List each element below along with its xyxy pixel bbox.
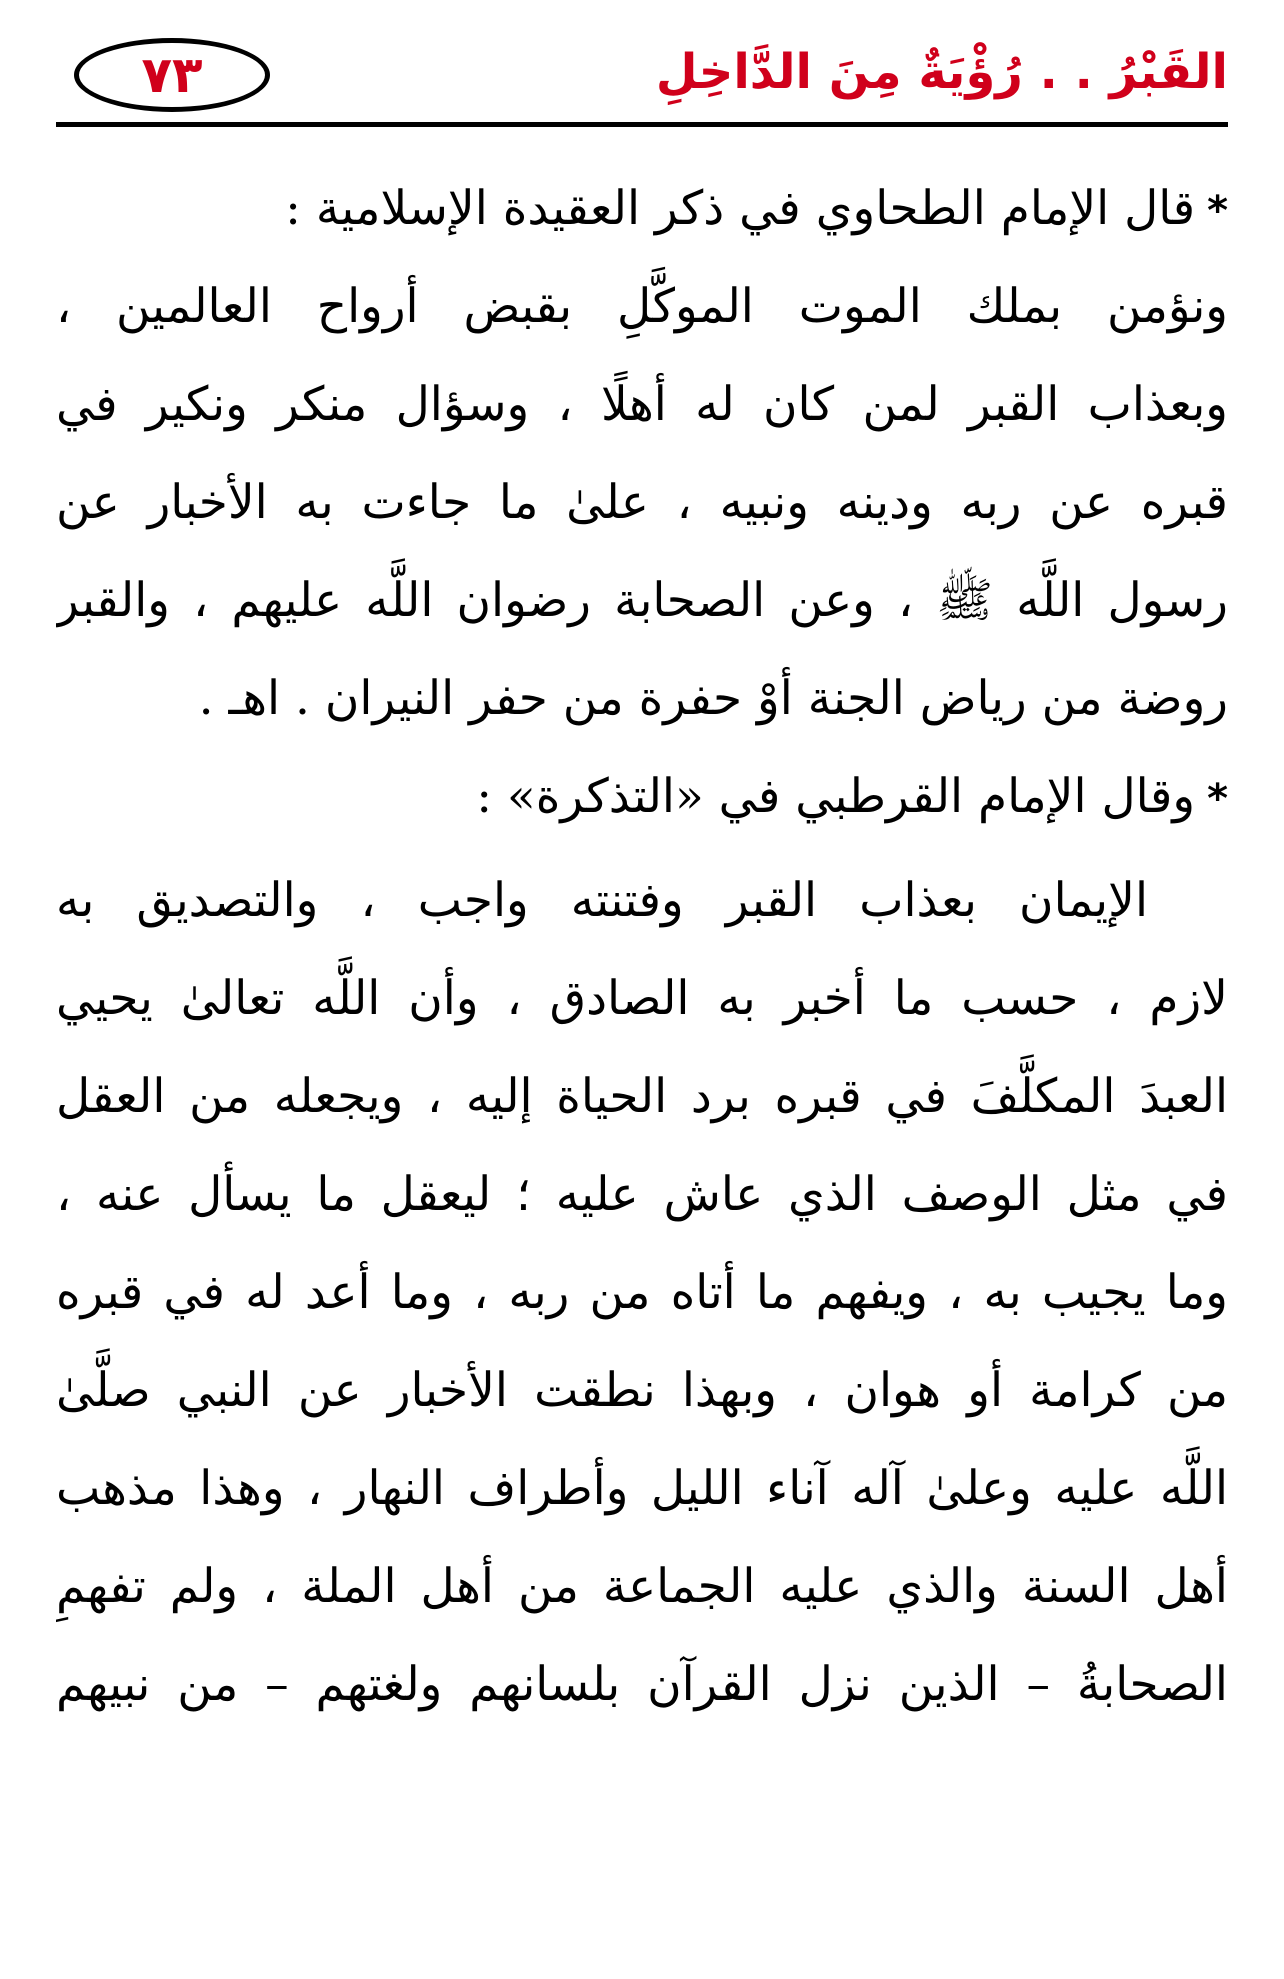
text-line: روضة من رياض الجنة أوْ حفرة من حفر النيران . اهـ . [198, 671, 1228, 726]
page-body [56, 160, 1228, 1734]
star-bullet: * [1207, 188, 1228, 234]
page-number-oval [74, 38, 270, 112]
header-divider [56, 122, 1228, 127]
text-line: لازم ، حسب ما أخبر به الصادق ، وأن اللَّه تعالىٰ يحيي [56, 971, 1228, 1026]
section-heading-qurtubi [56, 748, 1228, 846]
running-title: القَبْرُ . . رُؤْيَةٌ مِنَ الدَّاخِلِ [655, 44, 1228, 100]
text-line: الإيمان بعذاب القبر وفتنته واجب ، والتصديق به [56, 873, 1148, 928]
text-line: وبعذاب القبر لمن كان له أهلًا ، وسؤال منكر ونكير في [56, 377, 1228, 432]
text-line: وما يجيب به ، ويفهم ما أتاه من ربه ، وما أعد له في قبره [56, 1265, 1228, 1320]
page-header [56, 32, 1228, 124]
text-line: رسول اللَّه ﷺ ، وعن الصحابة رضوان اللَّه عليهم ، والقبر [56, 573, 1228, 628]
section-heading-tahawi [56, 160, 1228, 258]
text-line: ونؤمن بملك الموت الموكَّلِ بقبض أرواح العالمين ، [56, 279, 1228, 334]
star-bullet: * [1207, 776, 1228, 822]
page-number: ٧٣ [141, 46, 203, 104]
text-line: من كرامة أو هوان ، وبهذا نطقت الأخبار عن النبي صلَّىٰ [56, 1363, 1228, 1418]
heading-text: قال الإمام الطحاوي في ذكر العقيدة الإسلامية : [285, 181, 1196, 236]
text-line: العبدَ المكلَّفَ في قبره برد الحياة إليه ، ويجعله من العقل [56, 1069, 1228, 1124]
text-line: في مثل الوصف الذي عاش عليه ؛ ليعقل ما يسأل عنه ، [56, 1167, 1228, 1222]
text-line: قبره عن ربه ودينه ونبيه ، علىٰ ما جاءت به الأخبار عن [56, 475, 1228, 530]
text-line: اللَّه عليه وعلىٰ آله آناء الليل وأطراف النهار ، وهذا مذهب [56, 1461, 1228, 1516]
heading-text: وقال الإمام القرطبي في «التذكرة» : [476, 769, 1196, 824]
text-line: أهل السنة والذي عليه الجماعة من أهل الملة ، ولم تفهمِ [56, 1559, 1228, 1614]
text-line: الصحابةُ – الذين نزل القرآن بلسانهم ولغتهم – من نبيهم [56, 1657, 1228, 1712]
